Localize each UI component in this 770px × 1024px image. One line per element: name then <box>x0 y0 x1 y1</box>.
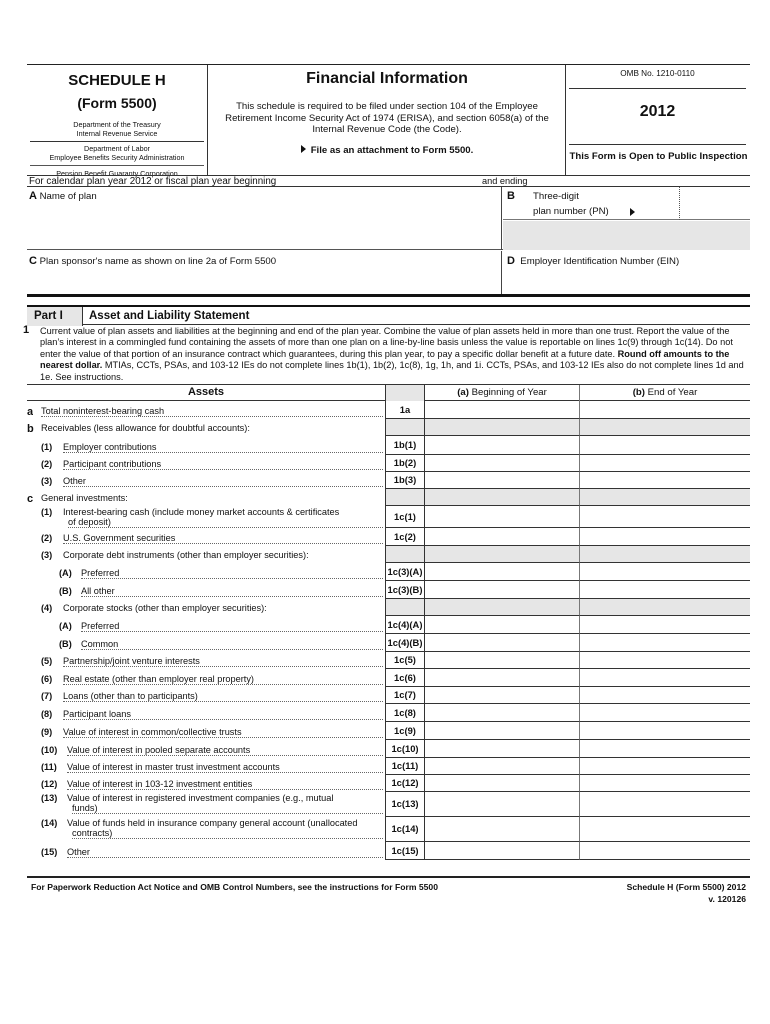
form-id-block <box>27 65 208 176</box>
table-row <box>27 401 750 419</box>
row-label: Employer contributions <box>63 442 383 453</box>
table-row <box>27 722 750 740</box>
row-label: Value of interest in pooled separate accounts <box>67 745 383 756</box>
beginning-of-year-input[interactable] <box>425 436 580 455</box>
row-description <box>27 599 385 616</box>
beginning-of-year-input <box>425 546 580 563</box>
line-code <box>385 489 425 506</box>
row-prefix: (12) <box>41 779 58 789</box>
line-code: 1c(9) <box>385 722 425 740</box>
end-of-year-input <box>580 489 750 506</box>
beginning-of-year-input[interactable] <box>425 758 580 775</box>
table-row <box>27 563 750 581</box>
table-row <box>27 436 750 455</box>
schedule-name: SCHEDULE H <box>68 72 166 89</box>
row-description <box>27 775 385 792</box>
row-prefix: c <box>27 493 34 505</box>
line-code: 1c(13) <box>385 792 425 817</box>
row-label: Value of interest in common/collective trusts <box>63 727 383 738</box>
plan-number-field: B Three-digit plan number (PN) <box>503 187 750 250</box>
beginning-of-year-input[interactable] <box>425 722 580 740</box>
row-label: Value of interest in 103-12 investment entities <box>67 779 383 790</box>
beginning-of-year-input[interactable] <box>425 506 580 528</box>
tax-year: 2012 <box>569 89 746 145</box>
row-label: Value of funds held in insurance company general account (unallocated <box>67 818 358 828</box>
line-code: 1c(4)(A) <box>385 616 425 634</box>
row-label: Receivables (less allowance for doubtful accounts): <box>41 423 250 433</box>
beginning-of-year-input[interactable] <box>425 842 580 860</box>
end-of-year-input[interactable] <box>580 704 750 722</box>
row-description <box>27 436 385 455</box>
table-row <box>27 528 750 546</box>
line-code: 1c(14) <box>385 817 425 842</box>
beginning-of-year-input[interactable] <box>425 817 580 842</box>
table-header <box>27 384 750 401</box>
row-label: Other <box>63 476 383 487</box>
end-of-year-input[interactable] <box>580 506 750 528</box>
line-code <box>385 599 425 616</box>
row-label: Participant loans <box>63 709 383 720</box>
beginning-of-year-input <box>425 489 580 506</box>
form-footer <box>27 876 750 904</box>
omb-number: OMB No. 1210-0110 <box>569 65 746 89</box>
row-description <box>27 401 385 419</box>
row-prefix: (8) <box>41 709 53 719</box>
table-row <box>27 489 750 506</box>
row-label: Value of interest in master trust investment accounts <box>67 762 383 773</box>
table-row <box>27 419 750 436</box>
beginning-of-year-input[interactable] <box>425 581 580 599</box>
row-prefix: (B) <box>59 586 72 596</box>
row-label: Participant contributions <box>63 459 383 470</box>
column-b-header: (b) End of Year <box>632 387 698 398</box>
row-prefix: (14) <box>41 818 58 828</box>
row-label: Preferred <box>81 621 383 632</box>
row-label: U.S. Government securities <box>63 533 383 544</box>
table-row <box>27 652 750 669</box>
row-prefix: (A) <box>59 621 72 631</box>
beginning-of-year-input[interactable] <box>425 740 580 758</box>
row-description <box>27 634 385 652</box>
agency-treasury: Department of the Treasury Internal Revenue Service <box>30 120 204 142</box>
table-row <box>27 687 750 704</box>
line-1-instructions: 1 Current value of plan assets and liabilities at the beginning and end of the plan year. Combine the value of plan assets held in more than one trust. Report the value of the plan’s interest in a commingled fund containing the assets of more than one plan on a line-by-line basis unless the value is reportable on lines 1c(9) through 1c(14). Do not enter the value of that portion of an insurance contract which guarantees, during this plan year, to pay a specific dollar benefit at a future date. Round off amounts to the nearest dollar. MTIAs, CCTs, PSAs, and 103-12 IEs do not complete lines 1b(1), 1b(2), 1c(8), 1g, 1h, and 1i. CCTs, PSAs, and 103-12 IEs also do not complete lines 1d and 1e. See instructions. <box>23 324 744 382</box>
attach-note: File as an attachment to Form 5500. <box>209 145 565 156</box>
end-of-year-input[interactable] <box>580 687 750 704</box>
omb-block <box>567 65 750 176</box>
agency-pbgc: Pension Benefit Guaranty Corporation <box>56 169 178 178</box>
table-row <box>27 599 750 616</box>
row-description <box>27 687 385 704</box>
row-prefix: (6) <box>41 674 53 684</box>
row-description <box>27 817 385 842</box>
end-of-year-input <box>580 599 750 616</box>
plan-year-ending-label: and ending <box>482 176 528 186</box>
plan-sponsor-field[interactable]: C Plan sponsor's name as shown on line 2a of Form 5500 <box>27 251 502 294</box>
line-code: 1c(4)(B) <box>385 634 425 652</box>
plan-year-beginning-label: For calendar plan year 2012 or fiscal plan year beginning <box>29 176 277 187</box>
part-1-header <box>27 305 750 325</box>
beginning-of-year-input[interactable] <box>425 472 580 489</box>
row-prefix: (9) <box>41 727 53 737</box>
row-label: Other <box>67 847 383 858</box>
beginning-of-year-input[interactable] <box>425 652 580 669</box>
plan-identification <box>27 187 750 297</box>
row-prefix: (2) <box>41 459 53 469</box>
row-label: Value of interest in registered investment companies (e.g., mutual <box>67 793 334 803</box>
row-label: Common <box>81 639 383 650</box>
row-description <box>27 455 385 472</box>
beginning-of-year-input <box>425 419 580 436</box>
row-label-continued: contracts) <box>72 828 383 839</box>
beginning-of-year-input[interactable] <box>425 634 580 652</box>
table-row <box>27 817 750 842</box>
end-of-year-input[interactable] <box>580 472 750 489</box>
shaded-area <box>503 221 750 250</box>
plan-name-field[interactable]: A Name of plan <box>27 187 502 250</box>
form-header <box>27 64 750 178</box>
row-prefix: (5) <box>41 656 53 666</box>
plan-number-input[interactable] <box>679 187 750 220</box>
part-label: Part I <box>27 307 83 326</box>
table-row <box>27 506 750 528</box>
line-code: 1c(12) <box>385 775 425 792</box>
end-of-year-input[interactable] <box>580 563 750 581</box>
table-row <box>27 842 750 860</box>
part-title: Asset and Liability Statement <box>89 310 250 322</box>
row-prefix: (B) <box>59 639 72 649</box>
triangle-arrow-icon <box>301 145 306 153</box>
line-code: 1b(2) <box>385 455 425 472</box>
table-row <box>27 616 750 634</box>
paperwork-notice: For Paperwork Reduction Act Notice and OMB Control Numbers, see the instructions for Form 5500 <box>31 882 438 892</box>
row-description <box>27 581 385 599</box>
row-prefix: b <box>27 423 34 435</box>
line-code <box>385 419 425 436</box>
form-title: Financial Information <box>306 70 468 87</box>
line-code: 1c(11) <box>385 758 425 775</box>
line-code: 1c(8) <box>385 704 425 722</box>
beginning-of-year-input[interactable] <box>425 775 580 792</box>
row-label-continued: funds) <box>72 803 383 814</box>
line-code: 1c(7) <box>385 687 425 704</box>
row-description <box>27 472 385 489</box>
line-code: 1c(3)(B) <box>385 581 425 599</box>
row-prefix: (10) <box>41 745 58 755</box>
end-of-year-input <box>580 419 750 436</box>
beginning-of-year-input[interactable] <box>425 401 580 419</box>
row-prefix: (3) <box>41 476 53 486</box>
form-title-block <box>209 65 566 176</box>
version-label: v. 120126 <box>708 893 746 904</box>
end-of-year-input[interactable] <box>580 817 750 842</box>
form-number: (Form 5500) <box>77 95 157 111</box>
line-code: 1c(15) <box>385 842 425 860</box>
end-of-year-input[interactable] <box>580 775 750 792</box>
row-label: Real estate (other than employer real property) <box>63 674 383 685</box>
line-code: 1c(2) <box>385 528 425 546</box>
end-of-year-input[interactable] <box>580 401 750 419</box>
table-row <box>27 704 750 722</box>
row-label: All other <box>81 586 383 597</box>
form-description: This schedule is required to be filed under section 104 of the Employee Retirement Income Security Act of 1974 (ERISA), and section 6058(a) of the Internal Revenue Code (the Code). <box>225 101 549 136</box>
end-of-year-input[interactable] <box>580 581 750 599</box>
end-of-year-input[interactable] <box>580 616 750 634</box>
row-prefix: (1) <box>41 507 53 517</box>
row-label: Interest-bearing cash (include money market accounts & certificates <box>63 507 340 517</box>
plan-year-line <box>27 175 750 187</box>
table-row <box>27 792 750 817</box>
column-a-header: (a) Beginning of Year <box>425 385 580 401</box>
beginning-of-year-input[interactable] <box>425 669 580 687</box>
end-of-year-input <box>580 546 750 563</box>
end-of-year-input[interactable] <box>580 455 750 472</box>
assets-header: Assets <box>187 386 225 398</box>
line-code: 1c(5) <box>385 652 425 669</box>
end-of-year-input[interactable] <box>580 740 750 758</box>
line-code: 1c(1) <box>385 506 425 528</box>
line-code: 1a <box>385 401 425 419</box>
line-code: 1c(10) <box>385 740 425 758</box>
row-description <box>27 563 385 581</box>
row-description <box>27 722 385 740</box>
beginning-of-year-input[interactable] <box>425 616 580 634</box>
end-of-year-input[interactable] <box>580 792 750 817</box>
row-description <box>27 616 385 634</box>
end-of-year-input[interactable] <box>580 634 750 652</box>
beginning-of-year-input <box>425 599 580 616</box>
row-prefix: (3) <box>41 550 53 560</box>
table-row <box>27 472 750 489</box>
public-inspection-note: This Form is Open to Public Inspection <box>569 151 748 162</box>
row-label-continued: of deposit) <box>68 517 383 528</box>
row-prefix: (15) <box>41 847 58 857</box>
assets-table <box>27 384 750 860</box>
row-label: Loans (other than to participants) <box>63 691 383 702</box>
beginning-of-year-input[interactable] <box>425 687 580 704</box>
row-description <box>27 546 385 563</box>
end-of-year-input[interactable] <box>580 758 750 775</box>
beginning-of-year-input[interactable] <box>425 563 580 581</box>
beginning-of-year-input[interactable] <box>425 792 580 817</box>
end-of-year-input[interactable] <box>580 669 750 687</box>
row-label: Corporate stocks (other than employer securities): <box>63 603 267 613</box>
row-prefix: (2) <box>41 533 53 543</box>
row-description <box>27 419 385 436</box>
row-label: Corporate debt instruments (other than employer securities): <box>63 550 309 560</box>
row-description <box>27 669 385 687</box>
row-prefix: (A) <box>59 568 72 578</box>
ein-field[interactable]: D Employer Identification Number (EIN) <box>507 255 680 267</box>
line-code: 1c(3)(A) <box>385 563 425 581</box>
triangle-arrow-icon <box>630 208 635 216</box>
agency-labor: Department of Labor Employee Benefits Security Administration <box>30 142 204 166</box>
row-prefix: (13) <box>41 793 58 803</box>
row-description <box>27 740 385 758</box>
end-of-year-input[interactable] <box>580 436 750 455</box>
table-row <box>27 669 750 687</box>
row-label: Partnership/joint venture interests <box>63 656 383 667</box>
table-row <box>27 740 750 758</box>
row-description <box>27 792 385 817</box>
row-prefix: (7) <box>41 691 53 701</box>
end-of-year-input[interactable] <box>580 722 750 740</box>
table-row <box>27 758 750 775</box>
row-prefix: (4) <box>41 603 53 613</box>
table-row <box>27 634 750 652</box>
row-description <box>27 758 385 775</box>
row-description <box>27 489 385 506</box>
line-code: 1b(1) <box>385 436 425 455</box>
row-description <box>27 528 385 546</box>
beginning-of-year-input[interactable] <box>425 704 580 722</box>
schedule-h-form <box>23 64 750 860</box>
row-description <box>27 842 385 860</box>
beginning-of-year-input[interactable] <box>425 455 580 472</box>
end-of-year-input[interactable] <box>580 528 750 546</box>
line-code <box>385 546 425 563</box>
row-prefix: (1) <box>41 442 53 452</box>
row-description <box>27 506 385 528</box>
row-description <box>27 704 385 722</box>
table-row <box>27 455 750 472</box>
end-of-year-input[interactable] <box>580 652 750 669</box>
line-code: 1c(6) <box>385 669 425 687</box>
end-of-year-input[interactable] <box>580 842 750 860</box>
row-label: Preferred <box>81 568 383 579</box>
row-description <box>27 652 385 669</box>
table-row <box>27 775 750 792</box>
row-prefix: (11) <box>41 762 57 772</box>
row-label: Total noninterest-bearing cash <box>41 406 383 417</box>
table-row <box>27 546 750 563</box>
beginning-of-year-input[interactable] <box>425 528 580 546</box>
row-label: General investments: <box>41 493 128 503</box>
footer-form-id: Schedule H (Form 5500) 2012 <box>626 882 746 892</box>
row-prefix: a <box>27 406 34 418</box>
line-code: 1b(3) <box>385 472 425 489</box>
table-row <box>27 581 750 599</box>
